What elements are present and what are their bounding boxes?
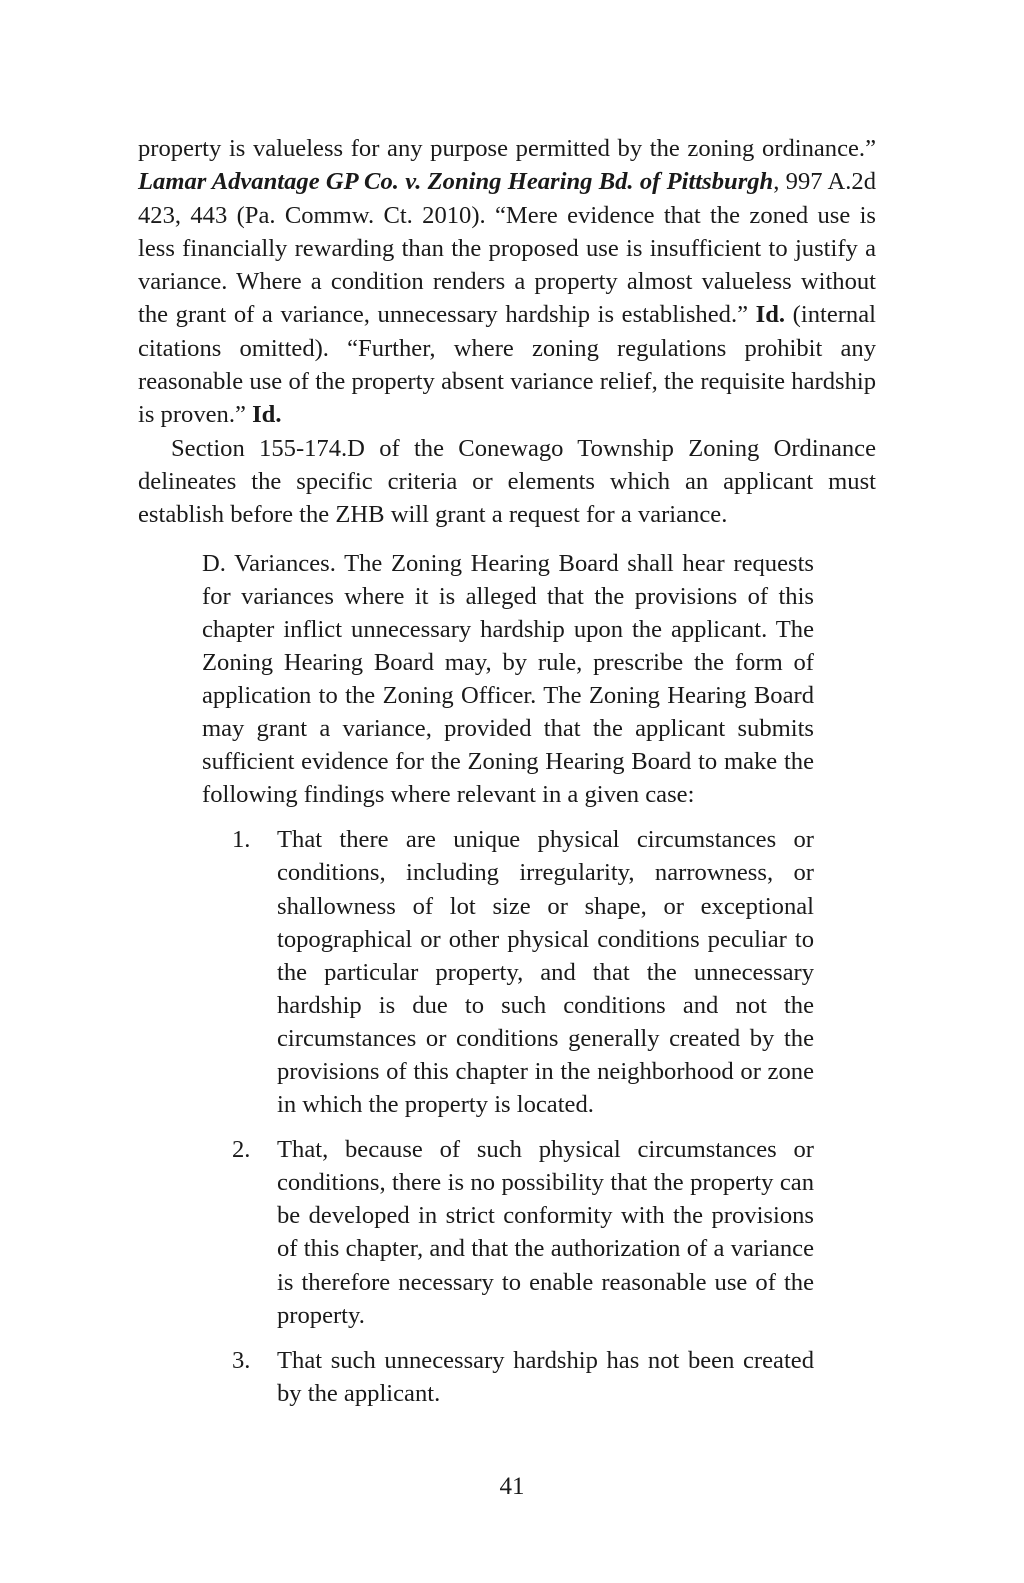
paragraph-text-c: (internal citations omitted). “Further, where zoning regulations prohibit any reasonable use of the property absent variance relief, the requisite hardship is proven.” (138, 301, 876, 429)
list-item-number: 3. (232, 1346, 251, 1374)
list-item (202, 1344, 814, 1410)
ordinance-block-quote (202, 547, 814, 1410)
id-citation: Id. (252, 401, 282, 429)
page-body (138, 132, 876, 1422)
list-item-text: That there are unique physical circumstances or conditions, including irregularity, narrowness, or shallowness of lot size or shape, or exceptional topographical or other physical conditions peculiar to the particular property, and that the unnecessary hardship is due to such conditions and not the circumstances or conditions generally created by the provisions of this chapter in the neighborhood or zone in which the property is located. (277, 826, 814, 1119)
list-item-number: 1. (232, 826, 251, 854)
id-citation: Id. (755, 301, 786, 329)
list-item (202, 823, 814, 1121)
page-number: 41 (499, 1473, 525, 1500)
list-item-text: That such unnecessary hardship has not been created by the applicant. (277, 1346, 814, 1407)
list-item (202, 1133, 814, 1332)
block-quote-intro: D. Variances. The Zoning Hearing Board shall hear requests for variances where it is alleged that the provisions of this chapter inflict unnecessary hardship upon the applicant. The Zoning Hearing Board may, by rule, prescribe the form of application to the Zoning Officer. The Zoning Hearing Board may grant a variance, provided that the applicant submits sufficient evidence for the Zoning Hearing Board to make the following findings where relevant in a given case: (202, 549, 814, 809)
list-item-number: 2. (232, 1136, 251, 1164)
paragraph-section-reference: Section 155-174.D of the Conewago Township Zoning Ordinance delineates the specific criteria or elements which an applicant must establish before the ZHB will grant a request for a variance. (138, 434, 876, 529)
paragraph-text-a: property is valueless for any purpose permitted by the zoning ordinance.” (138, 135, 876, 162)
case-citation: Lamar Advantage GP Co. v. Zoning Hearing Bd. of Pittsburgh (138, 168, 774, 196)
list-item-text: That, because of such physical circumstances or conditions, there is no possibility that the property can be developed in strict conformity with the provisions of this chapter, and that the authorization of a variance is therefore necessary to enable reasonable use of the property. (277, 1136, 814, 1329)
findings-list (202, 823, 814, 1410)
paragraph-case-law (138, 132, 876, 432)
paragraph-text-b: , 997 A.2d 423, 443 (Pa. Commw. Ct. 2010). “Mere evidence that the zoned use is less financially rewarding than the proposed use is insufficient to justify a variance. Where a condition renders a property almost valueless without the grant of a variance, unnecessary hardship is established.” (138, 168, 877, 329)
